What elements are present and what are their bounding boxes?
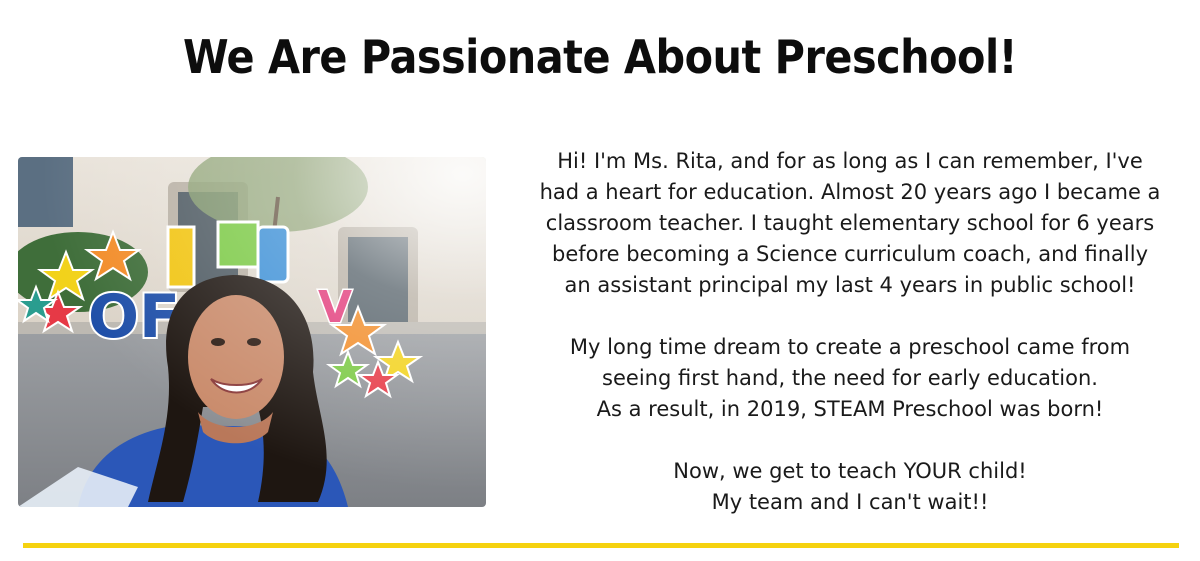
section-divider <box>23 543 1179 548</box>
bio-line: My long time dream to create a preschool came from <box>569 335 1131 359</box>
bio-line: As a result, in 2019, STEAM Preschool was born! <box>596 397 1104 421</box>
bio-line: My team and I can't wait!! <box>711 490 989 514</box>
bio-paragraph-closing <box>515 456 1185 518</box>
bio-paragraph-intro <box>515 146 1185 301</box>
bio-line: classroom teacher. I taught elementary school for 6 years <box>545 211 1155 235</box>
bio-line: Now, we get to teach YOUR child! <box>673 459 1027 483</box>
bio-line: seeing first hand, the need for early education. <box>602 366 1098 390</box>
bio-line: had a heart for education. Almost 20 years ago I became a <box>539 180 1161 204</box>
bio-line: before becoming a Science curriculum coach, and finally <box>551 242 1148 266</box>
section-heading: We Are Passionate About Preschool! <box>182 30 1018 84</box>
bio-line: Hi! I'm Ms. Rita, and for as long as I can remember, I've <box>557 149 1143 173</box>
bio-line: an assistant principal my last 4 years in public school! <box>564 273 1136 297</box>
bio-paragraph-dream <box>515 332 1185 425</box>
bio-text <box>515 146 1185 518</box>
teacher-photo <box>18 157 486 507</box>
